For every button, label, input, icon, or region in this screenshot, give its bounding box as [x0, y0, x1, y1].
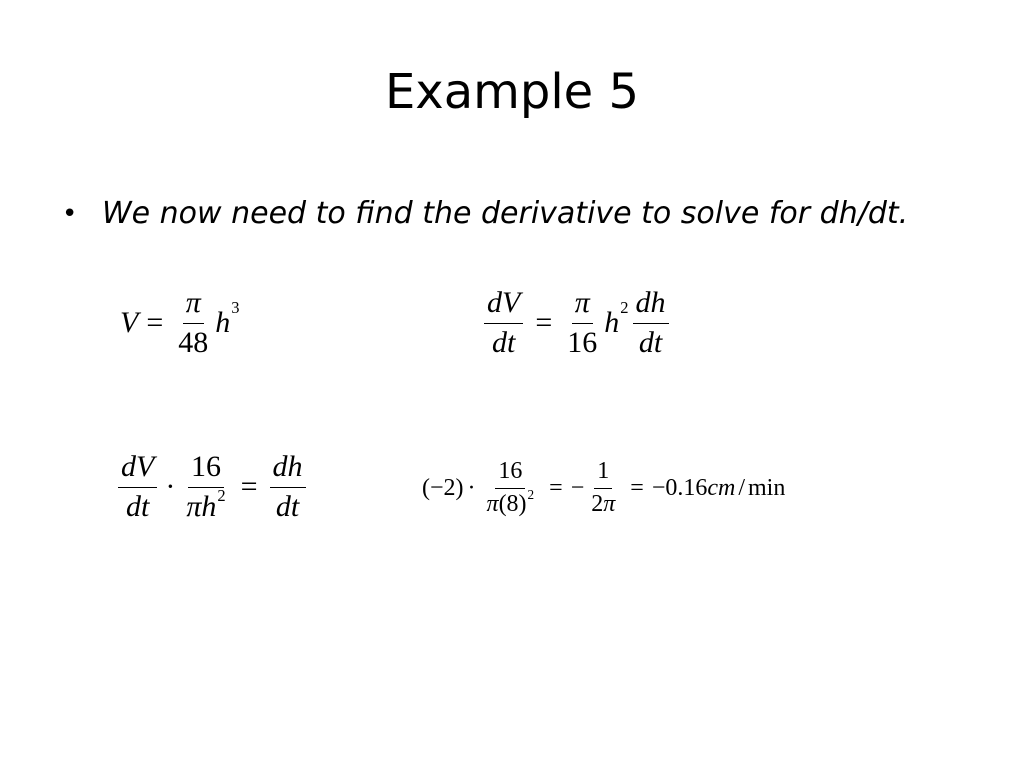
eq3-n1: dV	[118, 450, 157, 488]
eq4-d2-pi: π	[603, 490, 616, 517]
eq2-frac3	[633, 286, 669, 360]
eq2-n2: π	[572, 286, 593, 324]
eq3-d1: dt	[125, 489, 150, 523]
eq2-equals: =	[535, 306, 553, 339]
eq3-dot: ·	[165, 470, 176, 503]
eq3-d2	[183, 485, 228, 525]
eq2-d2: 16	[567, 325, 598, 359]
eq4-d2	[588, 489, 618, 519]
eq3-d2-pi: π	[186, 489, 202, 523]
eq3-d2-var: h	[201, 489, 217, 523]
eq4-lead: (−2)	[422, 474, 464, 501]
slide-title: Example 5	[384, 64, 640, 120]
eq4-neg: −	[570, 474, 585, 501]
eq4-n2: 1	[594, 458, 612, 489]
eq4-unit-cm: cm	[707, 474, 736, 501]
eq1-var: h	[215, 306, 231, 339]
eq3-frac2	[183, 450, 228, 524]
eq1-den: 48	[178, 325, 209, 359]
eq4-equals-1: =	[549, 474, 563, 501]
eq3-frac1	[118, 450, 157, 524]
eq3-n3: dh	[270, 450, 306, 488]
eq3-d2-exp: 2	[217, 485, 226, 505]
equation-solve-dhdt	[114, 450, 310, 524]
eq4-unit-min: min	[748, 474, 786, 501]
eq3-frac3	[270, 450, 306, 524]
eq4-n1: 16	[495, 458, 525, 489]
eq3-n2: 16	[188, 450, 224, 488]
eq2-var: h	[604, 306, 620, 339]
eq2-exp: 2	[620, 298, 629, 318]
eq4-d1-pi: π	[486, 490, 499, 517]
eq4-equals-2: =	[630, 474, 644, 501]
eq1-equals: =	[146, 306, 164, 339]
eq2-n3: dh	[633, 286, 669, 324]
eq2-n1: dV	[484, 286, 523, 324]
eq3-equals: =	[240, 470, 258, 503]
bullet-text: We now need to find the derivative to solve for dh/dt.	[102, 196, 909, 231]
eq3-d3: dt	[275, 489, 300, 523]
eq1-lhs: V	[120, 306, 139, 339]
eq4-d1	[484, 486, 538, 519]
eq2-frac1	[484, 286, 523, 360]
eq4-frac1	[484, 458, 538, 518]
eq4-d2-coef: 2	[591, 490, 604, 517]
eq4-dot: ·	[467, 474, 476, 501]
eq1-exp: 3	[231, 298, 240, 318]
equation-result	[422, 458, 785, 518]
eq4-value: −0.16	[651, 474, 708, 501]
eq4-d1-exp: 2	[527, 486, 535, 502]
eq2-frac2	[564, 286, 600, 360]
eq4-d1-paren: (8)	[498, 490, 527, 517]
equation-volume	[120, 286, 240, 360]
eq4-slash: /	[738, 474, 746, 501]
eq2-d1: dt	[491, 325, 516, 359]
equation-derivative	[480, 286, 673, 360]
eq1-fraction	[175, 286, 211, 360]
eq4-frac2	[588, 458, 618, 518]
eq1-num: π	[183, 286, 204, 324]
eq2-d3: dt	[638, 325, 663, 359]
bullet-icon: •	[62, 199, 78, 229]
